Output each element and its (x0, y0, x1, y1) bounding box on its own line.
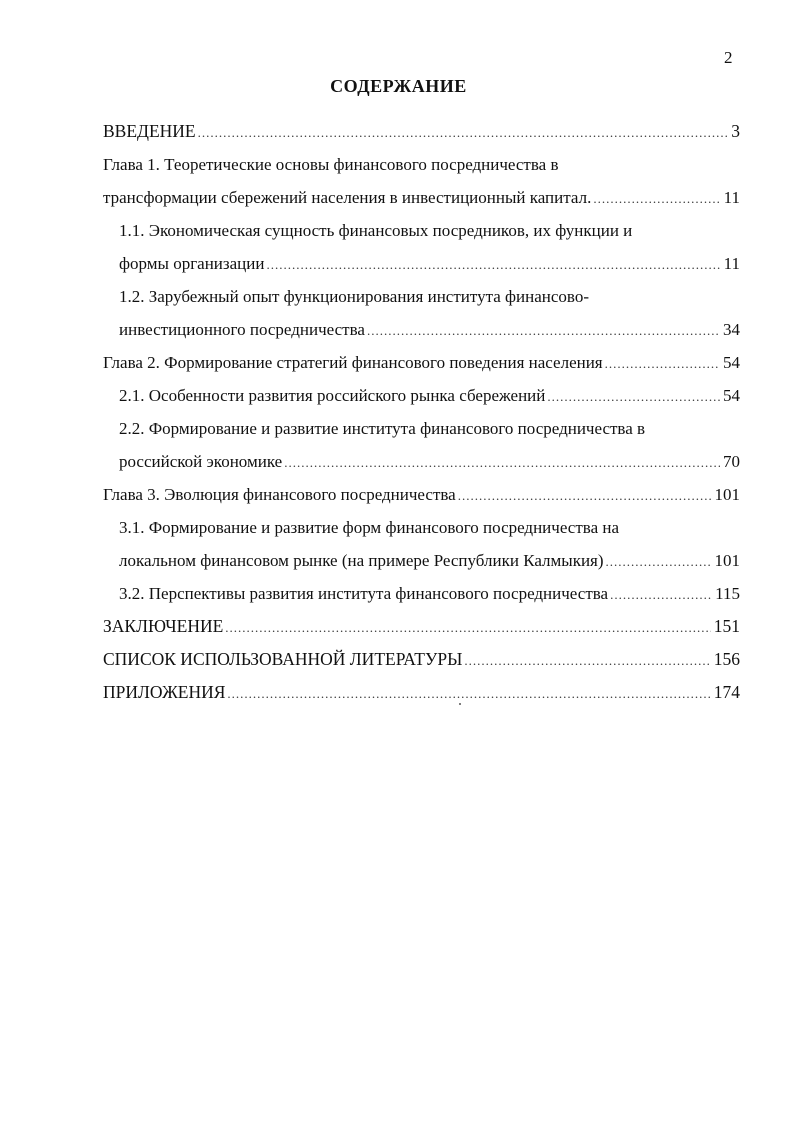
table-of-contents (103, 115, 740, 709)
toc-entry-label: российской экономике (119, 452, 283, 471)
page-title: СОДЕРЖАНИЕ (330, 76, 467, 96)
toc-entry-label: трансформации сбережений населения в инвестиционный капитал. (103, 188, 592, 207)
dot-leader (593, 182, 720, 215)
dot-leader (605, 347, 720, 380)
dot-leader (610, 578, 712, 611)
toc-page-number: 54 (723, 353, 740, 372)
toc-page-number: 11 (723, 254, 740, 273)
toc-page-number: 34 (723, 320, 740, 339)
toc-page-number: 70 (723, 452, 740, 471)
dot-leader (266, 248, 720, 281)
toc-entry-references[interactable] (103, 643, 740, 676)
dot-leader (227, 677, 710, 710)
scan-speck (459, 703, 461, 705)
toc-page-number: 11 (723, 188, 740, 207)
toc-page-number: 156 (713, 649, 740, 669)
toc-page-number: 101 (714, 551, 740, 570)
toc-page-number: 54 (723, 386, 740, 405)
toc-entry-section-1-2-line1[interactable]: 1.2. Зарубежный опыт функционирования института финансово- (119, 287, 589, 306)
dot-leader (225, 611, 710, 644)
dot-leader (367, 314, 720, 347)
toc-entry-section-2-1[interactable] (119, 379, 740, 412)
toc-entry-section-1-1-line1[interactable]: 1.1. Экономическая сущность финансовых посредников, их функции и (119, 221, 633, 240)
toc-entry-chapter-3[interactable] (103, 478, 740, 511)
toc-entry-label: Глава 3. Эволюция финансового посредничества (103, 485, 456, 504)
toc-entry-section-3-1[interactable] (119, 544, 740, 577)
dot-leader (198, 116, 729, 149)
toc-entry-section-2-2-line1[interactable]: 2.2. Формирование и развитие института финансового посредничества в (119, 419, 646, 438)
toc-entry-label: инвестиционного посредничества (119, 320, 365, 339)
toc-page-number: 174 (713, 682, 740, 702)
toc-entry-section-2-2[interactable] (119, 445, 740, 478)
toc-entry-label: 2.1. Особенности развития российского рынка сбережений (119, 386, 546, 405)
toc-page-number: 3 (731, 121, 740, 141)
toc-page-number: 151 (713, 616, 740, 636)
toc-entry-chapter-1[interactable] (103, 181, 740, 214)
toc-entry-conclusion[interactable] (103, 610, 740, 643)
toc-entry-section-1-1[interactable] (119, 247, 740, 280)
toc-entry-chapter-1-line1[interactable]: Глава 1. Теоретические основы финансового посредничества в (103, 155, 559, 174)
dot-leader (284, 446, 720, 479)
dot-leader (547, 380, 720, 413)
toc-page-number: 115 (715, 584, 740, 603)
toc-entry-appendix[interactable] (103, 676, 740, 709)
toc-entry-label: ПРИЛОЖЕНИЯ (103, 682, 226, 702)
toc-entry-section-1-2[interactable] (119, 313, 740, 346)
toc-entry-label: СПИСОК ИСПОЛЬЗОВАННОЙ ЛИТЕРАТУРЫ (103, 649, 463, 669)
dot-leader (464, 644, 710, 677)
dot-leader (458, 479, 712, 512)
toc-entry-section-3-2[interactable] (119, 577, 740, 610)
toc-entry-label: 3.2. Перспективы развития института финансового посредничества (119, 584, 609, 603)
toc-entry-section-3-1-line1[interactable]: 3.1. Формирование и развитие форм финансового посредничества на (119, 518, 620, 537)
toc-entry-chapter-2[interactable] (103, 346, 740, 379)
toc-page-number: 101 (714, 485, 740, 504)
toc-entry-label: ЗАКЛЮЧЕНИЕ (103, 616, 224, 636)
toc-entry-label: локальном финансовом рынке (на примере Республики Калмыкия) (119, 551, 604, 570)
page-number: 2 (724, 48, 733, 67)
toc-entry-label: Глава 2. Формирование стратегий финансового поведения населения (103, 353, 603, 372)
toc-entry-label: ВВЕДЕНИЕ (103, 121, 196, 141)
toc-entry-intro[interactable] (103, 115, 740, 148)
toc-entry-label: формы организации (119, 254, 265, 273)
dot-leader (606, 545, 712, 578)
